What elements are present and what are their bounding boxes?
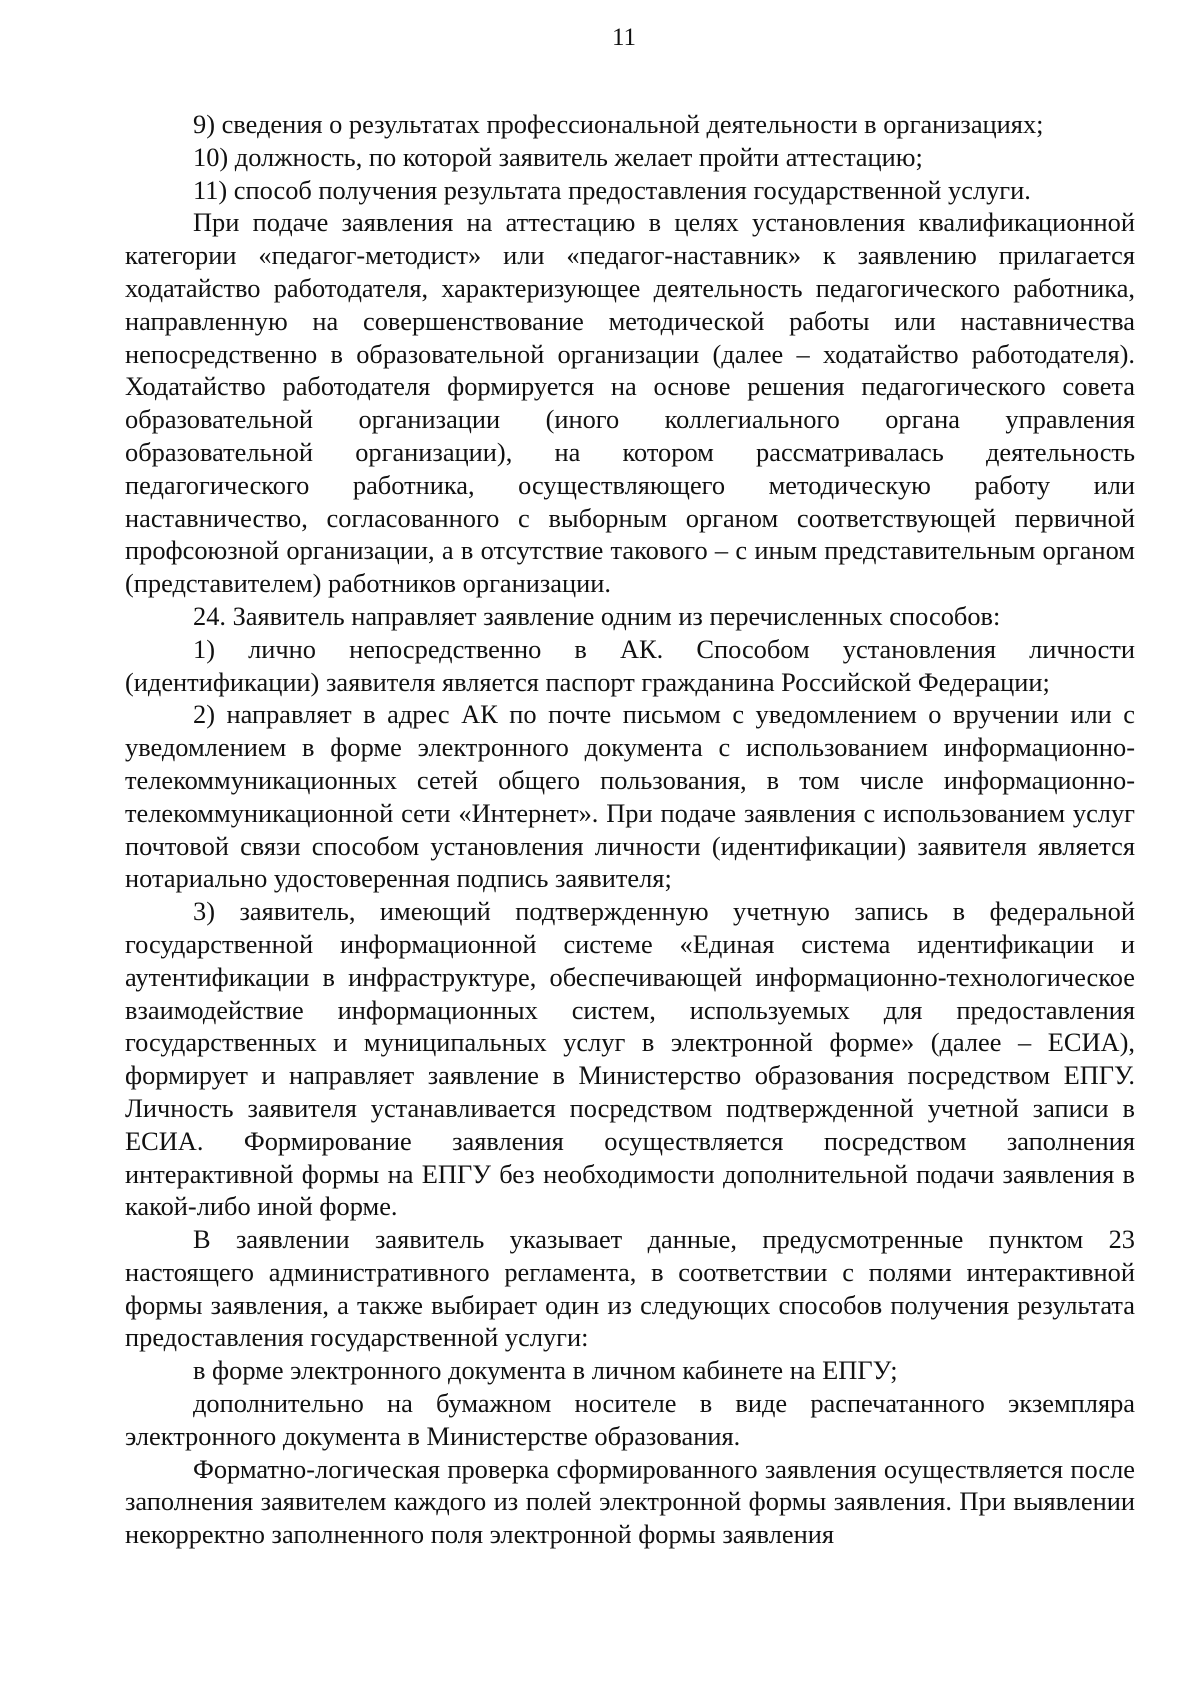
method-1-in-person: 1) лично непосредственно в АК. Способом установления личности (идентификации) заявителя является паспорт гражданина Российской Федерации; [125, 633, 1135, 697]
list-item-11: 11) способ получения результата предоставления государственной услуги. [193, 174, 1031, 205]
page-number: 11 [611, 24, 637, 51]
clause-24-heading: 24. Заявитель направляет заявление одним из перечисленных способов: [193, 600, 1001, 631]
list-item-9: 9) сведения о результатах профессиональной деятельности в организациях; [193, 109, 1044, 139]
result-option-electronic: в форме электронного документа в личном кабинете на ЕПГУ; [193, 1355, 898, 1386]
result-option-paper: дополнительно на бумажном носителе в виде распечатанного экземпляра электронного документа в Министерстве образования. [125, 1388, 1135, 1451]
method-2-by-mail: 2) направляет в адрес АК по почте письмом с уведомлением о вручении или с уведомлением в форме электронного документа с использованием информационно-телекоммуникационных сетей общего пользования, в том числе информационно-телекоммуникационной сети «Интернет». При подаче заявления с использованием услуг почтовой связи способом установления личности (идентификации) заявителя является нотариально удостоверенная подпись заявителя; [125, 699, 1135, 894]
method-3-epgu: 3) заявитель, имеющий подтвержденную учетную запись в федеральной государственной информационной системе «Единая система идентификации и аутентификации в инфраструктуре, обеспечивающей информационно-технологическое взаимодействие информационных систем, используемых для предоставления государственных и муниципальных услуг в электронной форме» (далее – ЕСИА), формирует и направляет заявление в Министерство образования посредством ЕПГУ. Личность заявителя устанавливается посредством подтвержденной учетной записи в ЕСИА. Формирование заявления осуществляется посредством заполнения интерактивной формы на ЕПГУ без необходимости дополнительной подачи заявления в какой-либо иной форме. [125, 896, 1135, 1222]
paragraph-employer-petition: При подаче заявления на аттестацию в целях установления квалификационной категории «педагог-методист» или «педагог-наставник» к заявлению прилагается ходатайство работодателя, характеризующее деятельность педагогического работника, направленную на совершенствование методической работы или наставничества непосредственно в образовательной организации (далее – ходатайство работодателя). Ходатайство работодателя формируется на основе решения педагогического совета образовательной организации (иного коллегиального органа управления образовательной организации), на котором рассматривалась деятельность педагогического работника, осуществляющего методическую работу или наставничество, согласованного с выборным органом соответствующей первичной профсоюзной организации, а в отсутствие такового – с иным представительным органом (представителем) работников организации. [125, 207, 1135, 599]
list-item-10: 10) должность, по которой заявитель желает пройти аттестацию; [193, 141, 923, 172]
paragraph-format-check: Форматно-логическая проверка сформированного заявления осуществляется после заполнения заявителем каждого из полей электронной формы заявления. При выявлении некорректно заполненного поля электронной формы заявления [125, 1453, 1135, 1550]
paragraph-application-data: В заявлении заявитель указывает данные, предусмотренные пунктом 23 настоящего административного регламента, в соответствии с полями интерактивной формы заявления, а также выбирает один из следующих способов получения результата предоставления государственной услуги: [125, 1224, 1135, 1353]
document-body [125, 108, 1135, 1551]
